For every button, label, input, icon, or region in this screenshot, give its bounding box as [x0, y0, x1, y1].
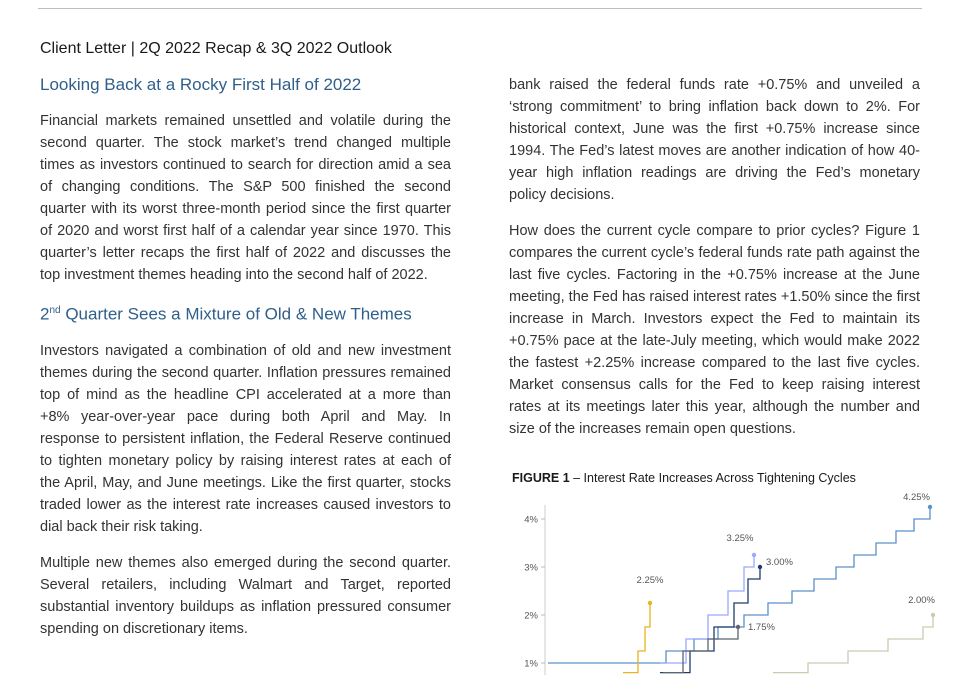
series-line-2: [660, 567, 760, 673]
series-line-3: [663, 627, 738, 673]
series-end-point-4: [931, 613, 935, 617]
series-end-point-1: [752, 553, 756, 557]
series-end-label-1: 3.25%: [726, 533, 754, 544]
paragraph-fed-raise: bank raised the federal funds rate +0.75% and unveiled a ‘strong commitment’ to bring inflation back down to 2%. For historical context, June was the first +0.75% increase since 1994. The Fed’s latest moves are another indication of how 40-year high inflation readings are driving the Fed’s monetary policy decisions.: [509, 77, 920, 203]
series-line-1: [660, 555, 754, 663]
paragraph-themes: Investors navigated a combination of old and new investment themes during the second quarter. Inflation pressures remained top of mind as the headline CPI accelerated at a more than +8% year-over-year pace during both April and May. In response to persistent inflation, the Federal Reserve continued to tighten monetary policy by raising interest rates at each of the April, May, and June meetings. Like the first quarter, stocks traded lower as the interest rate increases caused investors to dial back their risk taking.: [40, 342, 451, 535]
letter-header: Client Letter | 2Q 2022 Recap & 3Q 2022 Outlook: [40, 40, 392, 57]
series-end-label-0: 4.25%: [903, 492, 930, 503]
series-end-label-3: 1.75%: [748, 622, 775, 633]
y-tick-label: 2%: [524, 610, 538, 622]
series-end-label-5: 2.25%: [636, 575, 664, 586]
series-end-point-0: [928, 505, 932, 509]
y-tick-label: 3%: [524, 562, 538, 574]
section-heading-rocky-first-half: Looking Back at a Rocky First Half of 2022: [40, 75, 362, 94]
series-line-4: [773, 615, 933, 673]
series-end-label-4: 2.00%: [908, 595, 935, 606]
paragraph-intro: Financial markets remained unsettled and volatile during the second quarter. The stock market’s trend changed multiple times as investors continued to search for direction amid a sea of changing conditions. The S&P 500 finished the second quarter with its worst three-month period since the first quarter of 2020 and worst first half of a calendar year since 1970. This quarter’s letter recaps the first half of 2022 and discusses the top investment themes heading into the second half of 2022.: [40, 113, 451, 283]
paragraph-new-themes: Multiple new themes also emerged during the second quarter. Several retailers, including Walmart and Target, reported substantial inventory buildups as inflation pressured consumer spending on discretionary items.: [40, 554, 451, 637]
series-end-point-3: [736, 625, 740, 629]
figure-title: FIGURE 1 – Interest Rate Increases Across Tightening Cycles: [512, 471, 856, 485]
section-heading-second-quarter: 2nd Quarter Sees a Mixture of Old & New Themes: [40, 304, 412, 324]
y-tick-label: 4%: [524, 514, 538, 526]
paragraph-cycle-comparison: How does the current cycle compare to prior cycles? Figure 1 compares the current cycle’s federal funds rate path against the last five cycles. Factoring in the +0.75% increase at the June meeting, the Fed has raised interest rates +1.50% since the first increase in March. Investors expect the Fed to maintain its +0.75% pace at the late-July meeting, which would make 2022 the fastest +2.25% increase compared to the last five cycles. Market consensus calls for the Fed to keep raising interest rates at its meetings later this year, although the number and size of the increases remain open questions.: [509, 223, 920, 437]
series-line-5: [623, 603, 650, 673]
series-end-label-2: 3.00%: [766, 557, 793, 568]
series-end-point-5: [648, 601, 652, 605]
series-end-point-2: [758, 565, 762, 569]
y-tick-label: 1%: [524, 658, 538, 670]
series-line-0: [548, 507, 930, 663]
